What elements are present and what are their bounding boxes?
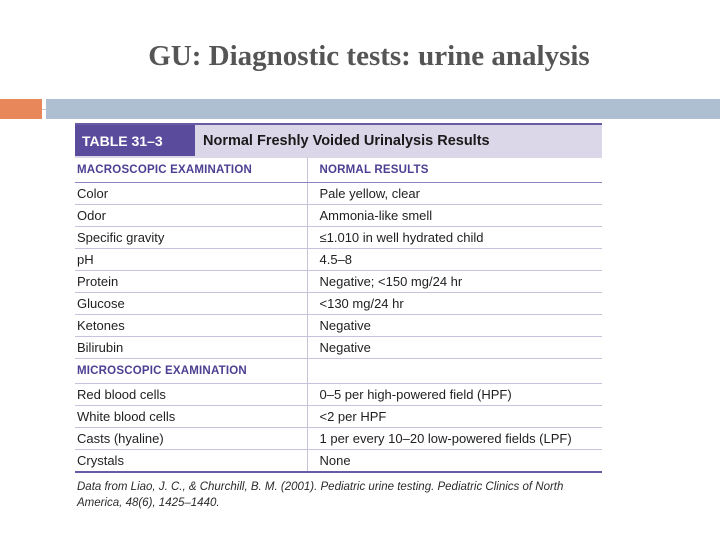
test-result: Pale yellow, clear (307, 183, 602, 205)
table-row (75, 450, 602, 473)
test-name: pH (75, 249, 307, 271)
table-header-row (75, 158, 602, 183)
table-row (75, 183, 602, 205)
test-result: Negative (307, 315, 602, 337)
test-name: Crystals (75, 450, 307, 473)
test-result: None (307, 450, 602, 473)
table-number: TABLE 31–3 (75, 125, 195, 156)
test-name: Ketones (75, 315, 307, 337)
table-row (75, 337, 602, 359)
test-result: Negative; <150 mg/24 hr (307, 271, 602, 293)
accent-bar-orange (0, 99, 42, 119)
test-result: 1 per every 10–20 low-powered fields (LPF) (307, 428, 602, 450)
table-row (75, 205, 602, 227)
source-citation: Data from Liao, J. C., & Churchill, B. M. (2001). Pediatric urine testing. Pediatric Clinics of North America, 48(6), 1425–1440. (77, 481, 564, 509)
test-result: Negative (307, 337, 602, 359)
section-header-microscopic: MICROSCOPIC EXAMINATION (75, 359, 307, 384)
test-name: Glucose (75, 293, 307, 315)
table-row (75, 271, 602, 293)
urinalysis-table (75, 123, 602, 511)
table-row (75, 249, 602, 271)
table-row (75, 406, 602, 428)
test-name: White blood cells (75, 406, 307, 428)
test-result: <2 per HPF (307, 406, 602, 428)
test-result: ≤1.010 in well hydrated child (307, 227, 602, 249)
test-name: Specific gravity (75, 227, 307, 249)
table-row (75, 315, 602, 337)
table-row (75, 227, 602, 249)
test-name: Casts (hyaline) (75, 428, 307, 450)
table-row (75, 428, 602, 450)
test-name: Red blood cells (75, 384, 307, 406)
table-row (75, 293, 602, 315)
test-name: Odor (75, 205, 307, 227)
accent-bar-blue (46, 99, 720, 119)
test-name: Color (75, 183, 307, 205)
column-header-normal-results: NORMAL RESULTS (307, 158, 602, 183)
test-result: Ammonia-like smell (307, 205, 602, 227)
section-header-blank (307, 359, 602, 384)
slide-title: GU: Diagnostic tests: urine analysis (148, 40, 590, 72)
test-name: Protein (75, 271, 307, 293)
section-header-row (75, 359, 602, 384)
table-title-bar (75, 123, 602, 158)
results-table (75, 158, 602, 473)
test-result: 0–5 per high-powered field (HPF) (307, 384, 602, 406)
test-name: Bilirubin (75, 337, 307, 359)
table-row (75, 384, 602, 406)
test-result: <130 mg/24 hr (307, 293, 602, 315)
column-header-macroscopic: MACROSCOPIC EXAMINATION (75, 158, 307, 183)
table-caption: Normal Freshly Voided Urinalysis Results (203, 132, 490, 149)
test-result: 4.5–8 (307, 249, 602, 271)
